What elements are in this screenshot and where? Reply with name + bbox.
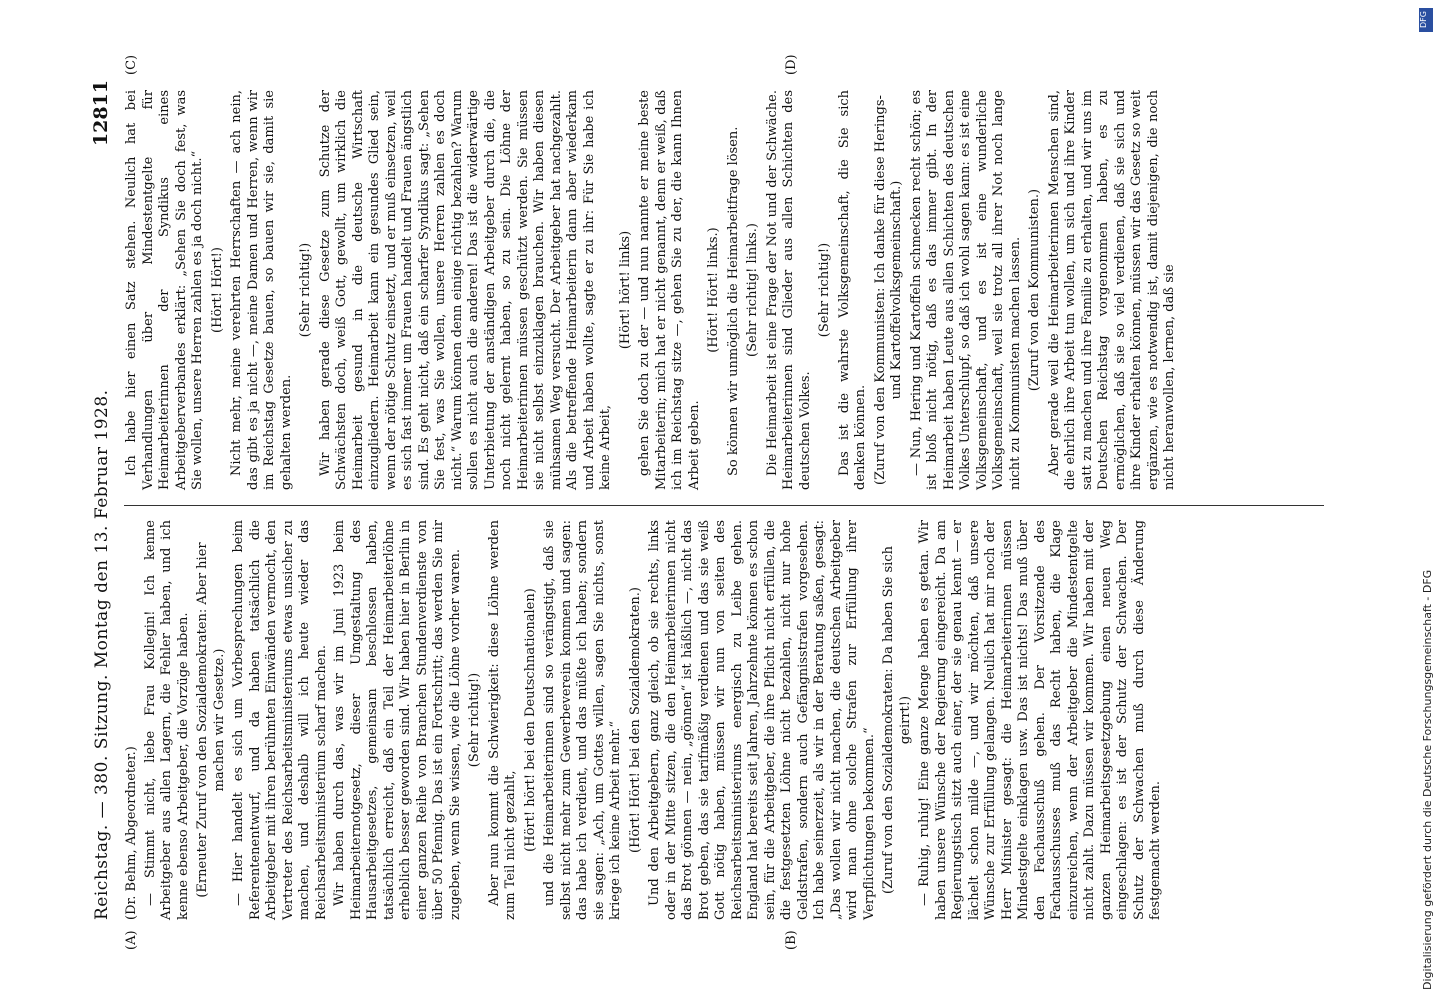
left-paragraph: (Dr. Behm, Abgeordneter.) xyxy=(124,746,139,920)
margin-marker-c: (C) xyxy=(124,54,139,75)
left-paragraph: Und den Arbeitgebern, ganz gleich, ob sie rechts, links oder in der Mitte sitzen, die den Heimarbeiterinnen nicht das Brot gönnen — nein, „gönnen“ ist häßlich —, nicht das Brot geben, das sie tarifmäßig verdienen und das sie weiß Gott nötig haben, müssen wir nun von seiten des Reichsarbeitsministeriums energisch zu Leibe gehen. England hat bereits seit Jahren, Jahrzehnte können es schon sein, für die Arbeitgeber, die ihre Pflicht nicht erfüllen, die die festgesetzten Löhne nicht bezahlen, nicht nur hohe Geldstrafen, sondern auch Gefängnisstrafen vorgesehen. Ich habe seinerzeit, als wir in der Beratung saßen, gesagt: „Das wollen wir nicht machen, die deutschen Arbeitgeber wird man ohne solche Strafen zur Erfüllung ihrer Verpflichtungen bekommen.“ xyxy=(647,520,877,920)
running-head: Reichstag. — 380. Sitzung. Montag den 13. Februar 1928. xyxy=(92,389,112,920)
digitization-credit xyxy=(1418,10,1434,990)
left-interjection: (Sehr richtig!) xyxy=(467,672,482,768)
credit-text: Digitalisierung gefördert durch die Deutsche Forschungsgemeinschaft - DFG xyxy=(1421,569,1434,990)
margin-marker-d: (D) xyxy=(784,54,799,75)
right-paragraph: gehen Sie doch zu der — und nun nannte er meine beste Mitarbeiterin; mich hat er nicht genannt, denn er weiß, daß ich im Reichstag sitze —, gehen Sie zu der, die kann Ihnen Arbeit geben. xyxy=(637,90,702,490)
margin-marker-b: (B) xyxy=(784,930,799,950)
right-paragraph: Nicht mehr, meine verehrten Herrschaften — ach nein, das gibt es ja nicht —, meine Damen und Herren, wenn wir im Reichstag Gesetze bauen, so bauen wir sie, damit sie gehalten werden. xyxy=(229,90,294,490)
left-paragraph: — Hier handelt es sich um Vorbesprechungen beim Referentenentwurf, und da haben tatsächlich die Arbeitgeber mit ihren berühmten Einwänden vermocht, den Vertreter des Reichsarbeitsministeriums etwas unsicher zu machen, und deshalb will ich heute wieder das Reichsarbeitsministerium scharf machen. xyxy=(231,520,329,920)
right-paragraph: Wir haben gerade diese Gesetze zum Schutze der Schwächsten doch, weiß Gott, gewollt, um wirklich die Heimarbeit gesund in die deutsche Wirtschaft einzugliedern. Heimarbeit kann ein gesundes Glied sein, wenn der nötige Schutz einsetzt, und er muß einsetzen, weil es sich fast immer um Frauen handelt und Frauen ängstlich sind. Es geht nicht, daß ein scharfer Syndikus sagt: „Sehen Sie fest, was Sie wollen, unsere Herren zahlen es doch nicht.“ Warum können denn einige richtig bezahlen? Warum sollen es nicht auch die anderen! Das ist die widerwärtige Unterbietung der anständigen Arbeitgeber durch die, die noch nicht gelernt haben, so zu sein. Die Löhne der Heimarbeiterinnen müssen geschützt werden. Sie müssen sie nicht selbst einzuklagen brauchen. Wir haben diesen mühsamen Weg versucht. Der Arbeitgeber hat nachgezahlt. Als die betreffende Heimarbeiterin dann aber wiederkam und Arbeit haben wollte, sagte er zu ihr: Für Sie habe ich keine Arbeit, xyxy=(317,90,613,490)
right-paragraph: — Nun, Hering und Kartoffeln schmecken recht schön; es ist bloß nicht nötig, daß es das immer gibt. In der Heimarbeit haben Leute aus allen Schichten des deutschen Volkes Unterschlupf, so daß ich wohl sagen kann: es ist eine Volksgemeinschaft, und es ist eine wunderliche Volksgemeinschaft, weil sie trotz all ihrer Not noch lange nicht zu Kommunisten machen lassen. xyxy=(908,90,1023,490)
left-paragraph: — Ruhig, ruhig! Eine ganze Menge haben es getan. Wir haben unsere Wünsche der Regierung eingereicht. Da am Regierungstisch sitzt auch einer, der sie genau kennt — er lächelt schon milde —, und wir möchten, daß unsere Wünsche zur Erfüllung gelangen. Neulich hat mir noch der Herr Minister gesagt: die Heimarbeiterinnen müssen Mindestgelte einklagen usw. Das ist nichts! Das muß über den Fachausschuß gehen. Der Vorsitzende des Fachausschusses muß das Recht haben, die Klage einzureichen, wenn der Arbeitgeber die Mindestentgelte nicht zahlt. Dazu müssen wir kommen. Wir haben mit der ganzen Heimarbeitsgesetzgebung einen neuen Weg eingeschlagen: es ist der Schutz der Schwachen. Der Schutz der Schwachen muß durch diese Änderung festgemacht werden. xyxy=(917,520,1163,920)
left-interjection: (Zuruf von den Sozialdemokraten: Da haben Sie sich geirrt!) xyxy=(881,546,913,894)
right-interjection: (Sehr richtig!) xyxy=(817,242,832,338)
right-paragraph: Ich habe hier einen Satz stehen. Neulich hat bei Verhandlungen über Mindestentgelte für Heimarbeiterinnen der Syndikus eines Arbeitgeberverbandes erklärt: „Sehen Sie doch fest, was Sie wollen, unsere Herren zahlen es ja doch nicht.“ xyxy=(124,90,205,490)
page-header xyxy=(84,80,118,920)
right-paragraph: So können wir unmöglich die Heimarbeitfrage lösen. xyxy=(725,126,741,476)
dfg-logo: DFG xyxy=(1419,8,1433,32)
right-column xyxy=(124,90,1181,490)
right-interjection: (Hört! Hört!) xyxy=(209,247,225,333)
column-divider xyxy=(124,505,1324,506)
right-interjection: (Zuruf von den Kommunisten: Ich danke für diese Herings- und Kartoffelvolksgemeinschaft.) xyxy=(872,95,904,485)
left-column xyxy=(124,520,1167,920)
right-interjection: (Hört! hört! links) xyxy=(617,230,633,350)
right-interjection: (Zuruf von den Kommunisten.) xyxy=(1027,188,1042,392)
page-number: 12811 xyxy=(90,80,112,147)
document-page xyxy=(84,54,1324,950)
right-paragraph: Das ist die wahrste Volksgemeinschaft, die Sie sich denken können. xyxy=(836,90,868,490)
right-interjection: (Sehr richtig! links.) xyxy=(745,223,760,357)
right-paragraph: Aber gerade weil die Heimarbeiterinnen Menschen sind, die ehrlich ihre Arbeit tun wollen, um sich und ihre Kinder satt zu machen und ihre Familie zu erhalten, und wir uns im Deutschen Reichstag vorgenommen haben, es zu ermöglichen, daß sie so viel verdienen, daß sie sich und ihre Kinder erhalten können, müssen wir das Gesetz so weit ergänzen, wie es notwendig ist, damit diejenigen, die noch nicht heranwollen, lernen, daß sie xyxy=(1046,90,1177,490)
right-interjection: (Hört! Hört! links.) xyxy=(706,227,721,353)
margin-marker-a: (A) xyxy=(124,930,139,950)
right-interjection: (Sehr richtig!) xyxy=(298,242,313,338)
left-interjection: (Hört! hört! bei den Deutschnationalen) xyxy=(522,588,538,852)
left-paragraph: Aber nun kommt die Schwierigkeit: diese Löhne werden zum Teil nicht gezahlt, xyxy=(486,520,518,920)
right-paragraph: Die Heimarbeit ist eine Frage der Not und der Schwäche. Heimarbeiterinnen sind Glieder aus allen Schichten des deutschen Volkes. xyxy=(764,90,813,490)
left-interjection: (Hört! Hört! bei den Sozialdemokraten.) xyxy=(627,587,643,853)
left-interjection: (Erneuter Zuruf von den Sozialdemokraten: Aber hier machen wir Gesetze.) xyxy=(195,542,227,898)
left-paragraph: Wir haben durch das, was wir im Juni 1923 beim Heimarbeiternotgesetz, dieser Umgestaltung des Hausarbeitgesetzes, gemeinsam beschlossen haben, tatsächlich erreicht, daß ein Teil der Heimarbeiterlöhne erheblich besser geworden sind. Wir haben hier in Berlin in einer ganzen Reihe von Branchen Stundenverdienste von über 50 Pfennig. Das ist ein Fortschritt; das werden Sie mir zugeben, wenn Sie wissen, wie die Löhne vorher waren. xyxy=(332,520,463,920)
left-paragraph: — Stimmt nicht, liebe Frau Kollegin! Ich kenne Arbeitgeber aus allen Lagern, die Fehler haben, und ich kenne ebenso Arbeitgeber, die Vorzüge haben. xyxy=(142,520,191,920)
left-paragraph: und die Heimarbeiterinnen sind so verängstigt, daß sie selbst nicht mehr zum Gewerbeverein kommen und sagen: das habe ich verdient, und das müßte ich haben; sondern sie sagen: „Ach, um Gottes willen, sagen Sie nichts, sonst kriege ich keine Arbeit mehr.“ xyxy=(542,520,623,920)
